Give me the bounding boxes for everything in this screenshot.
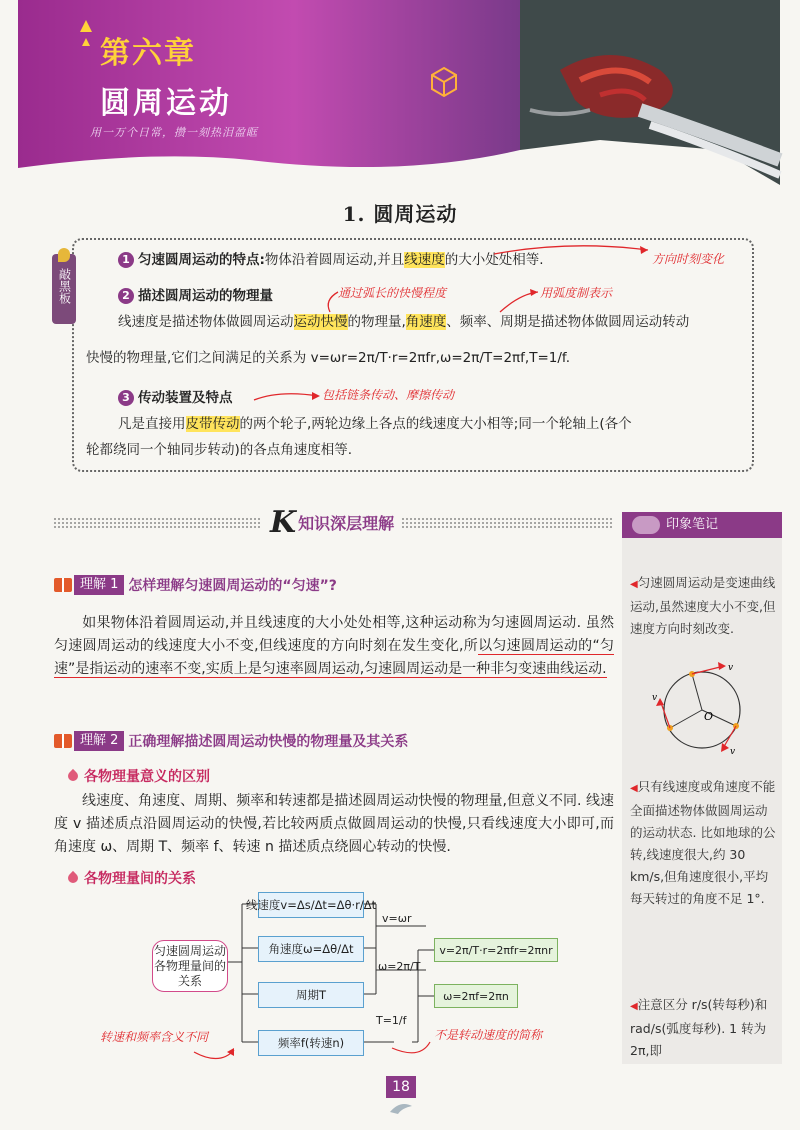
- relation-v-omega-r: v=ωr: [382, 912, 412, 925]
- book-icon: [54, 734, 72, 748]
- item-heading: 传动装置及特点: [138, 390, 233, 406]
- understanding-2-paragraph: [54, 790, 614, 859]
- blackboard-item-3-heading: [118, 388, 233, 408]
- item-text: 的物理量,: [347, 314, 406, 330]
- understanding-label: 理解 1: [74, 575, 124, 595]
- deep-section-title: [262, 504, 402, 540]
- annotation-arrow: [490, 238, 660, 260]
- velocity-label: v: [652, 693, 658, 703]
- understanding-1-header: [54, 574, 614, 596]
- understanding-1-paragraph: [54, 612, 614, 681]
- highlight-text: 线速度: [404, 252, 445, 268]
- chapter-banner: [0, 0, 800, 190]
- handwritten-note: 方向时刻变化: [652, 252, 725, 266]
- center-label: O: [704, 710, 714, 723]
- sidebar-notes: [622, 512, 782, 1064]
- diagram-root: 匀速圆周运动各物理量间的关系: [152, 940, 228, 992]
- sidebar-note-text: 注意区分 r/s(转每秒)和 rad/s(弧度每秒). 1 转为 2π,即: [630, 997, 768, 1058]
- chapter-number: 第六章: [100, 36, 196, 71]
- result-angular-velocity: ω=2πf=2πn: [434, 984, 518, 1008]
- sidebar-header: [622, 512, 782, 538]
- item-text: 凡是直接用: [118, 416, 186, 432]
- velocity-label: v: [728, 663, 734, 673]
- sidebar-note-text: 匀速圆周运动是变速曲线运动,虽然速度大小不变,但速度方向时刻改变.: [630, 575, 776, 636]
- subheading-differences: [68, 766, 210, 786]
- box-frequency: 频率f(转速n): [258, 1030, 364, 1056]
- highlight-text: 皮带传动: [185, 416, 240, 432]
- understanding-label: 理解 2: [74, 731, 124, 751]
- section-title: 1. 圆周运动: [342, 202, 458, 226]
- handwritten-note: 不是转动速度的简称: [434, 1028, 543, 1042]
- item-heading: 描述圆周运动的物理量: [138, 288, 273, 304]
- blackboard-tag-label: 敲黑板: [57, 268, 72, 304]
- sidebar-note-1: [630, 572, 776, 640]
- subheading-label: 各物理量间的关系: [84, 871, 196, 887]
- handwritten-note: 转速和频率含义不同: [100, 1030, 209, 1044]
- leaf-ornament-icon: [386, 1100, 416, 1116]
- triangle-icon: ◀: [630, 579, 638, 590]
- circular-motion-diagram: [652, 660, 752, 756]
- understanding-title: 怎样理解匀速圆周运动的“匀速”?: [128, 578, 337, 594]
- box-angular-velocity: 角速度ω=Δθ/Δt: [258, 936, 364, 962]
- blackboard-item-1: [118, 250, 544, 270]
- leaf-icon: [58, 248, 70, 262]
- annotation-arrow: [250, 388, 330, 406]
- k-logo: K: [270, 504, 297, 540]
- item-number: 3: [118, 390, 134, 406]
- subheading-label: 各物理量意义的区别: [84, 769, 210, 785]
- velocity-label: v: [730, 747, 736, 756]
- triangle-icon: ◀: [630, 1001, 638, 1012]
- underlined-text: 以匀速圆周运动的“匀速”是指运动的速率不变,实质上是匀速率圆周运动,匀速圆周运动是一种非匀变速曲线运动.: [54, 638, 614, 677]
- result-linear-velocity: v=2π/T·r=2πfr=2πnr: [434, 938, 558, 962]
- item-number: 2: [118, 288, 134, 304]
- relation-omega-T: ω=2π/T: [378, 960, 421, 973]
- blackboard-tag: [52, 254, 76, 324]
- blackboard-item-2-line-1: [118, 312, 689, 332]
- box-linear-velocity: 线速度v=Δs/Δt=Δθ·r/Δt: [258, 892, 364, 918]
- sidebar-note-3: [630, 994, 776, 1062]
- item-text: 、频率、周期是描述物体做圆周运动转动: [446, 314, 690, 330]
- paragraph-text: 如果物体沿着圆周运动,并且线速度的大小处处相等,这种运动称为匀速圆周运动. 虽然匀速圆周运动的线速度大小不变,但线速度的方向时刻在发生变化,所: [54, 615, 614, 654]
- highlight-text: 运动快慢: [293, 314, 348, 330]
- item-text: 的两个轮子,两轮边缘上各点的线速度大小相等;同一个轮轴上(各个: [239, 416, 632, 432]
- chapter-title: 圆周运动: [100, 86, 232, 121]
- item-text: 的大小处处相等.: [444, 252, 544, 268]
- item-text: 物体沿着圆周运动,并且: [264, 252, 405, 268]
- petal-icon: [66, 769, 80, 783]
- formula-line: 快慢的物理量,它们之间满足的关系为 v=ωr=2π/T·r=2πfr,ω=2π/T=2πf,T=1/f.: [86, 350, 570, 366]
- handwritten-note: 用弧度制表示: [540, 286, 613, 300]
- highlight-text: 角速度: [405, 314, 447, 330]
- paragraph-text: 线速度、角速度、周期、频率和转速都是描述圆周运动快慢的物理量,但意义不同. 线速度 v 描述质点沿圆周运动的快慢,若比较两质点做圆周运动的快慢,只看线速度大小即可,而角速度 ω、周期 T、频率 f、转速 n 描述质点绕圆心转动的快慢.: [54, 793, 614, 855]
- box-period: 周期T: [258, 982, 364, 1008]
- page-number: 18: [386, 1076, 416, 1098]
- relation-T-f: T=1/f: [376, 1014, 407, 1027]
- subheading-relations: [68, 868, 196, 888]
- book-icon: [54, 578, 72, 592]
- handwritten-note: 包括链条传动、摩擦传动: [322, 388, 455, 402]
- item-text: 线速度是描述物体做圆周运动: [118, 314, 294, 330]
- handwritten-note: 通过弧长的快慢程度: [338, 286, 447, 300]
- sidebar-note-2: [630, 776, 776, 910]
- blackboard-item-3-line-1: [118, 414, 632, 434]
- sidebar-note-text: 只有线速度或角速度不能全面描述物体做圆周运动的运动状态. 比如地球的公转,线速度很大,约 30 km/s,但角速度很小,平均每天转过的角度不足 1°.: [630, 779, 776, 906]
- blackboard-item-3-line-2: 轮都绕同一个轴同步转动)的各点角速度相等.: [86, 442, 353, 458]
- understanding-title: 正确理解描述圆周运动快慢的物理量及其关系: [128, 734, 409, 750]
- item-heading: 匀速圆周运动的特点:: [138, 252, 265, 268]
- blackboard-item-2-heading: [118, 286, 273, 306]
- cloud-icon: [632, 516, 660, 534]
- triangle-icon: ◀: [630, 783, 638, 794]
- understanding-2-header: [54, 730, 614, 752]
- chapter-slogan: 用一万个日常，攒一刻热泪盈眶: [90, 126, 258, 139]
- item-number: 1: [118, 252, 134, 268]
- deep-section-label: 知识深层理解: [298, 513, 395, 533]
- sidebar-header-label: 印象笔记: [666, 517, 719, 532]
- petal-icon: [66, 871, 80, 885]
